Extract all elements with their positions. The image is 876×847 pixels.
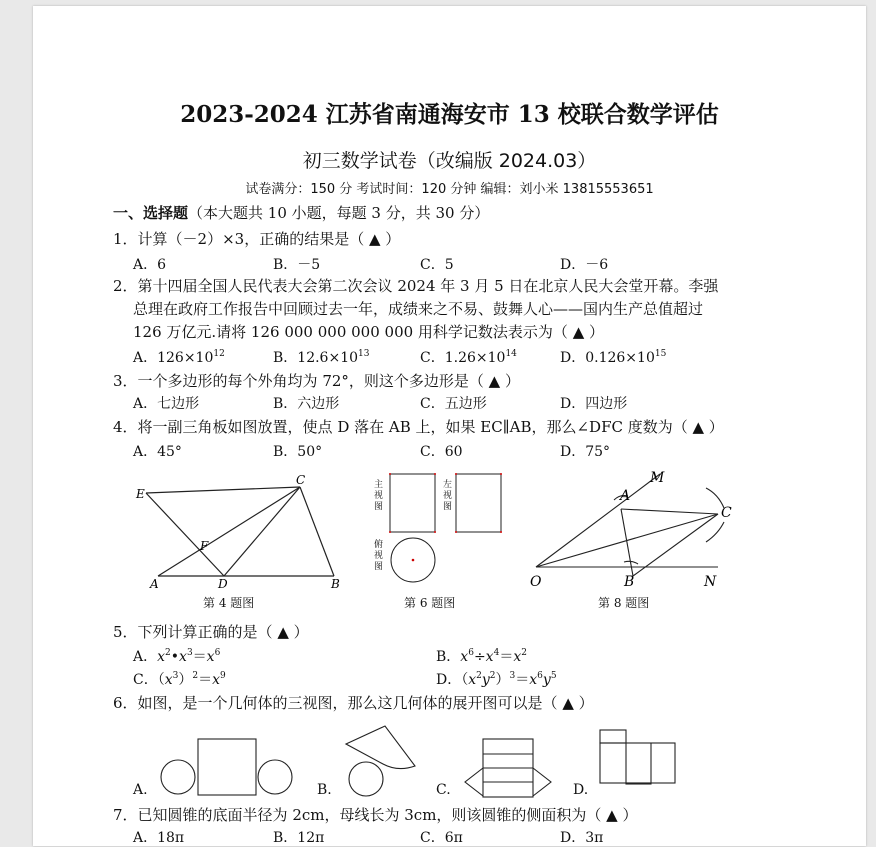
section-title: 一、选择题 (113, 204, 189, 222)
fig8-label-m: M (650, 470, 665, 486)
q3-option-d: D．四边形 (560, 396, 628, 412)
fig8-arc-2 (706, 522, 724, 542)
fig4-label-b: B (331, 577, 340, 591)
fig8-label-b: B (624, 574, 635, 590)
q1-option-d: D．－6 (560, 257, 609, 273)
fig8-line-om (536, 474, 660, 567)
q1-option-b: B．－5 (273, 257, 321, 273)
q2-option-a: A．$126\times 10^{12}$ (133, 349, 225, 366)
question-6: 6．如图，是一个几何体的三视图，那么这几何体的展开图可以是（ ▲ ） (113, 694, 594, 712)
fig6-front-view (390, 474, 435, 532)
q4-option-c: C．60 (420, 444, 463, 460)
q2-option-c: C．$1.26\times 10^{14}$ (420, 349, 517, 366)
fig8-label-o: O (530, 574, 542, 590)
q6-option-d: D. (573, 782, 589, 798)
figure-6 (368, 466, 508, 586)
fig4-label-f: F (200, 539, 209, 553)
fig8-label-n: N (704, 574, 717, 590)
q6-option-a: A. (133, 782, 148, 798)
q6-net-c (463, 738, 563, 798)
fig4-line-ec (146, 487, 300, 493)
q6-net-d (598, 728, 678, 788)
fig8-line-ab (621, 509, 633, 576)
fig6-top-center (412, 559, 415, 562)
fig6-left-view (456, 474, 501, 532)
fig4-line-ed (146, 493, 224, 576)
fig8-label-a: A (620, 488, 631, 504)
q3-option-c: C．五边形 (420, 396, 487, 412)
question-2-line-3: 126 万亿元.请将 126 000 000 000 000 用科学记数法表示为（ ▲ ） (133, 323, 605, 341)
question-5: 5．下列计算正确的是（ ▲ ） (113, 623, 309, 641)
q5-option-b: B．$x^6\div x^4=x^2$ (436, 648, 527, 665)
q3-option-b: B．六边形 (273, 396, 340, 412)
exam-meta: 试卷满分：150 分 考试时间：120 分钟 编辑：刘小米 13815553651 (245, 182, 654, 197)
fig8-label-c: C (721, 505, 732, 521)
exam-title: 2023-2024 江苏省南通海安市 13 校联合数学评估 (180, 101, 719, 128)
q2-option-d: D．$0.126\times 10^{15}$ (560, 349, 667, 366)
fig8-caption: 第 8 题图 (598, 596, 650, 610)
q6-option-c: C. (436, 782, 451, 798)
question-4: 4．将一副三角板如图放置，使点 D 落在 AB 上，如果 EC∥AB，那么∠DFC 度数为（ ▲ ） (113, 418, 724, 436)
fig4-line-cd (224, 487, 300, 576)
q6-net-a (143, 734, 293, 804)
figure-8 (528, 464, 738, 594)
fig6-caption: 第 6 题图 (404, 596, 456, 610)
q7-option-b: B．12π (273, 830, 325, 846)
q5-option-d: D．$(x^2y^2)^3=x^6y^5$ (436, 671, 557, 688)
section-note: （本大题共 10 小题，每题 3 分，共 30 分） (188, 204, 490, 222)
q6-option-b: B. (317, 782, 332, 798)
q1-option-c: C．5 (420, 257, 454, 273)
fig4-caption: 第 4 题图 (203, 596, 255, 610)
q6-net-b (343, 724, 418, 804)
fig4-line-cb (300, 487, 334, 576)
q1-option-a: A．6 (133, 257, 167, 273)
q5-option-c: C．$(x^3)^2=x^9$ (133, 671, 226, 688)
question-3: 3．一个多边形的每个外角均为 72°，则这个多边形是（ ▲ ） (113, 372, 520, 390)
q2-option-b: B．$12.6\times 10^{13}$ (273, 349, 370, 366)
question-2-line-2: 总理在政府工作报告中回顾过去一年，成绩来之不易、鼓舞人心——国内生产总值超过 (133, 300, 704, 318)
fig4-label-d: D (218, 577, 228, 591)
question-2-line-1: 2．第十四届全国人民代表大会第二次会议 2024 年 3 月 5 日在北京人民大会堂开幕。李强 (113, 277, 719, 295)
exam-subtitle: 初三数学试卷（改编版 2024.03） (302, 150, 597, 172)
fig8-line-ac (621, 509, 718, 514)
q3-option-a: A．七边形 (133, 396, 200, 412)
fig4-label-c: C (296, 473, 306, 487)
fig6-left-label: 左视图 (443, 480, 453, 512)
q7-option-c: C．6π (420, 830, 463, 846)
fig4-label-a: A (150, 577, 159, 591)
fig4-line-ca (158, 487, 300, 576)
question-1: 1．计算（－2）×3，正确的结果是（ ▲ ） (113, 230, 401, 248)
fig6-front-label: 主视图 (374, 480, 384, 512)
q4-option-a: A．45° (133, 444, 182, 460)
q7-option-a: A．18π (133, 830, 185, 846)
figure-4 (128, 473, 348, 591)
section-heading (113, 202, 489, 223)
fig6-top-label: 俯视图 (374, 540, 384, 572)
q4-option-b: B．50° (273, 444, 323, 460)
exam-page (33, 6, 866, 846)
question-7: 7．已知圆锥的底面半径为 2cm，母线长为 3cm，则该圆锥的侧面积为（ ▲ ） (113, 806, 638, 824)
q4-option-d: D．75° (560, 444, 611, 460)
fig4-label-e: E (136, 487, 145, 501)
q5-option-a: A．$x^2•x^3=x^6$ (133, 648, 221, 665)
q7-option-d: D．3π (560, 830, 604, 846)
